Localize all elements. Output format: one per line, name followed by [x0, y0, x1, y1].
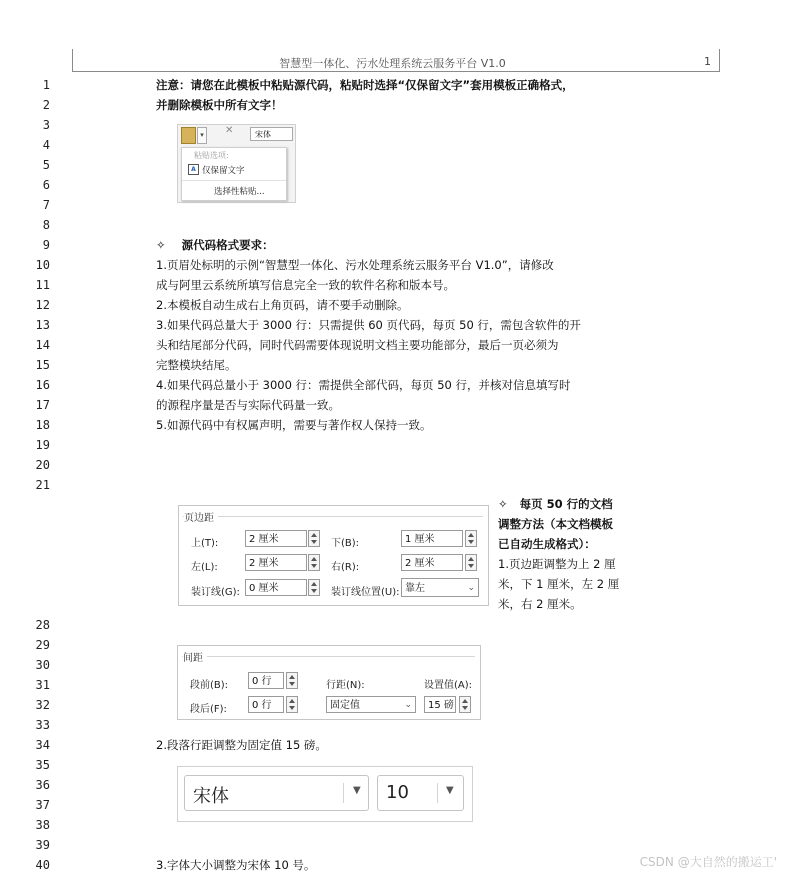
spinner-icon — [459, 696, 471, 713]
paste-special-option: 选择性粘贴... — [214, 187, 265, 197]
line-spacing-select: 固定值 ⌄ — [326, 696, 416, 713]
chevron-down-icon: ⌄ — [404, 700, 412, 710]
requirement-line: 5.如源代码中有权属声明，需要与著作权人保持一致。 — [156, 418, 432, 432]
right-margin-field: 2 厘米 — [401, 554, 463, 571]
line-number: 19 — [35, 438, 50, 452]
side-note-line: 1.页边距调整为上 2 厘 — [498, 557, 616, 571]
bottom-margin-field: 1 厘米 — [401, 530, 463, 547]
spinner-icon — [286, 672, 298, 689]
line-number: 34 — [35, 738, 50, 752]
side-note-line: 米，下 1 厘米，左 2 厘 — [498, 577, 620, 591]
side-note-title: 已自动生成格式）： — [498, 537, 596, 551]
gutter-position-label: 装订线位置(U): — [331, 587, 400, 598]
line-number: 15 — [35, 358, 50, 372]
line-number: 6 — [42, 178, 50, 192]
line-number: 20 — [35, 458, 50, 472]
requirement-line: 成与阿里云系统所填写信息完全一致的软件名称和版本号。 — [156, 278, 455, 292]
top-margin-label: 上(T): — [191, 538, 219, 549]
line-number: 18 — [35, 418, 50, 432]
margins-group-title: 页边距 — [184, 509, 218, 524]
space-after-label: 段后(F): — [190, 704, 227, 715]
gutter-position-select: 靠左 ⌄ — [401, 578, 479, 597]
top-margin-field: 2 厘米 — [245, 530, 307, 547]
spacing-group-title: 间距 — [183, 649, 207, 664]
line-number: 1 — [42, 78, 50, 92]
cut-icon: ✕ — [225, 125, 234, 136]
requirements-title: ✧ 源代码格式要求： — [156, 238, 274, 252]
spinner-icon — [308, 579, 320, 596]
left-margin-label: 左(L): — [191, 562, 218, 573]
line-number: 5 — [42, 158, 50, 172]
header-title: 智慧型一体化、污水处理系统云服务平台 V1.0 — [279, 57, 506, 70]
header-page-number: 1 — [704, 55, 711, 68]
gutter-field: 0 厘米 — [245, 579, 307, 596]
line-number: 10 — [35, 258, 50, 272]
line-number: 8 — [42, 218, 50, 232]
line-number: 17 — [35, 398, 50, 412]
line-number: 32 — [35, 698, 50, 712]
side-note-title: ✧ 每页 50 行的文档 — [498, 497, 613, 511]
font-selector-image — [177, 766, 473, 822]
notice-line: 并删除模板中所有文字！ — [156, 98, 283, 112]
requirement-line: 头和结尾部分代码，同时代码需要体现说明文档主要功能部分，最后一页必须为 — [156, 338, 559, 352]
requirement-line: 1.页眉处标明的示例“智慧型一体化、污水处理系统云服务平台 V1.0”，请修改 — [156, 258, 554, 272]
space-before-field: 0 行 — [248, 672, 284, 689]
paragraph-spacing-note: 2.段落行距调整为固定值 15 磅。 — [156, 738, 327, 752]
notice-line: 注意：请您在此模板中粘贴源代码，粘贴时选择“仅保留文字”套用模板正确格式， — [156, 78, 574, 92]
line-number: 7 — [42, 198, 50, 212]
requirement-line: 的源程序量是否与实际代码量一致。 — [156, 398, 340, 412]
margins-dialog-image — [178, 505, 489, 606]
spinner-icon — [465, 530, 477, 547]
line-spacing-label: 行距(N): — [326, 680, 365, 691]
star-icon: ✧ — [498, 497, 508, 511]
line-number: 14 — [35, 338, 50, 352]
font-name-select: 宋体 ▼ — [184, 775, 369, 811]
side-note-line: 米，右 2 厘米。 — [498, 597, 582, 611]
line-number: 12 — [35, 298, 50, 312]
setting-value-label: 设置值(A): — [424, 680, 473, 691]
star-icon: ✧ — [156, 238, 166, 252]
watermark: CSDN @大自然的搬运工' — [639, 855, 777, 869]
line-number: 11 — [35, 278, 50, 292]
clipboard-icon — [181, 127, 196, 144]
chevron-down-icon: ▾ — [197, 127, 207, 144]
line-number: 13 — [35, 318, 50, 332]
setting-value-field: 15 磅 — [424, 696, 456, 713]
space-after-field: 0 行 — [248, 696, 284, 713]
spacing-dialog-image — [177, 645, 481, 720]
font-size-select: 10 ▼ — [377, 775, 464, 811]
requirement-line: 3.如果代码总量大于 3000 行：只需提供 60 页代码，每页 50 行，需包含软件的开 — [156, 318, 581, 332]
line-number: 9 — [42, 238, 50, 252]
font-size-note: 3.字体大小调整为宋体 10 号。 — [156, 858, 316, 872]
line-number: 30 — [35, 658, 50, 672]
line-number: 39 — [35, 838, 50, 852]
spinner-icon — [308, 530, 320, 547]
chevron-down-icon: ⌄ — [467, 583, 475, 593]
spinner-icon — [465, 554, 477, 571]
line-number: 35 — [35, 758, 50, 772]
keep-text-option: 仅保留文字 — [202, 166, 245, 176]
header-rule — [72, 71, 720, 72]
chevron-down-icon: ▼ — [353, 785, 361, 796]
line-number: 33 — [35, 718, 50, 732]
line-number: 40 — [35, 858, 50, 872]
right-margin-label: 右(R): — [331, 562, 360, 573]
line-number: 38 — [35, 818, 50, 832]
line-number: 4 — [42, 138, 50, 152]
line-number: 2 — [42, 98, 50, 112]
bottom-margin-label: 下(B): — [331, 538, 360, 549]
requirement-line: 完整模块结尾。 — [156, 358, 237, 372]
line-number: 21 — [35, 478, 50, 492]
line-number: 31 — [35, 678, 50, 692]
space-before-label: 段前(B): — [190, 680, 229, 691]
line-number: 28 — [35, 618, 50, 632]
paste-options-title: 粘贴选项: — [194, 151, 229, 160]
paste-options-popup — [181, 147, 287, 201]
paste-menu-image — [177, 124, 296, 203]
requirement-line: 2.本模板自动生成右上角页码，请不要手动删除。 — [156, 298, 409, 312]
line-number: 29 — [35, 638, 50, 652]
chevron-down-icon: ▼ — [446, 785, 454, 796]
gutter-label: 装订线(G): — [191, 587, 240, 598]
line-number: 3 — [42, 118, 50, 132]
spinner-icon — [308, 554, 320, 571]
side-note-title: 调整方法（本文档模板 — [498, 517, 613, 531]
font-name-field: 宋体 — [250, 127, 293, 141]
left-margin-field: 2 厘米 — [245, 554, 307, 571]
line-number: 37 — [35, 798, 50, 812]
keep-text-icon: A — [188, 164, 199, 175]
line-number: 16 — [35, 378, 50, 392]
line-number: 36 — [35, 778, 50, 792]
spinner-icon — [286, 696, 298, 713]
requirement-line: 4.如果代码总量小于 3000 行：需提供全部代码，每页 50 行，并核对信息填写时 — [156, 378, 571, 392]
